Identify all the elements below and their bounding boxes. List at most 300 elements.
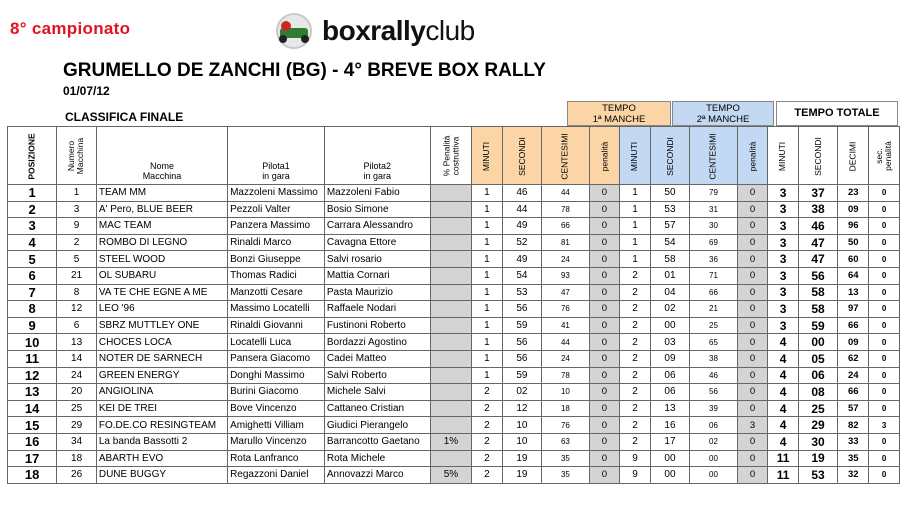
cell-mt: 3 — [768, 317, 798, 334]
cell-num: 13 — [57, 334, 97, 351]
cell-pc — [430, 201, 472, 218]
cell-dt: 97 — [838, 301, 869, 318]
cell-p1: Pezzoli Valter — [228, 201, 325, 218]
cell-s1: 12 — [502, 400, 542, 417]
cell-sp: 0 — [869, 251, 900, 268]
cell-nome: GREEN ENERGY — [96, 367, 227, 384]
cell-m1: 2 — [472, 417, 502, 434]
cell-pen2: 0 — [737, 234, 768, 251]
championship-label: 8° campionato — [10, 19, 131, 38]
cell-st: 30 — [798, 433, 838, 450]
col-m2-secondi: SECONDI — [650, 127, 690, 185]
cell-m1: 2 — [472, 450, 502, 467]
cell-s1: 52 — [502, 234, 542, 251]
cell-dt: 64 — [838, 267, 869, 284]
cell-m1: 1 — [472, 284, 502, 301]
cell-s2: 00 — [650, 317, 690, 334]
manche2-line2: 2ª MANCHE — [696, 114, 750, 125]
cell-nome: STEEL WOOD — [96, 251, 227, 268]
cell-c2: 25 — [690, 317, 737, 334]
logo-text — [322, 15, 475, 47]
cell-num: 1 — [57, 185, 97, 202]
cell-c1: 35 — [542, 467, 589, 484]
col-tot-minuti: MINUTI — [768, 127, 798, 185]
cell-sp: 3 — [869, 417, 900, 434]
table-row — [8, 334, 900, 351]
cell-st: 25 — [798, 400, 838, 417]
cell-nome: OL SUBARU — [96, 267, 227, 284]
cell-m1: 1 — [472, 251, 502, 268]
cell-p1: Manzotti Cesare — [228, 284, 325, 301]
cell-p1: Mazzoleni Massimo — [228, 185, 325, 202]
cell-m2: 2 — [620, 384, 650, 401]
cell-pos: 13 — [8, 384, 57, 401]
cell-s2: 58 — [650, 251, 690, 268]
cell-m1: 2 — [472, 400, 502, 417]
cell-pen1: 0 — [589, 267, 620, 284]
table-row — [8, 251, 900, 268]
cell-num: 26 — [57, 467, 97, 484]
cell-dt: 33 — [838, 433, 869, 450]
cell-s1: 02 — [502, 384, 542, 401]
cell-mt: 4 — [768, 350, 798, 367]
cell-pc — [430, 284, 472, 301]
cell-m2: 2 — [620, 433, 650, 450]
cell-dt: 09 — [838, 201, 869, 218]
cell-c1: 78 — [542, 367, 589, 384]
cell-c2: 30 — [690, 218, 737, 235]
cell-s1: 59 — [502, 317, 542, 334]
col-pilota1: Pilota1 in gara — [228, 127, 325, 185]
cell-s1: 53 — [502, 284, 542, 301]
cell-st: 08 — [798, 384, 838, 401]
cell-dt: 09 — [838, 334, 869, 351]
cell-pc — [430, 450, 472, 467]
cell-m1: 2 — [472, 467, 502, 484]
cell-pen2: 0 — [737, 251, 768, 268]
cell-sp: 0 — [869, 400, 900, 417]
page-title: GRUMELLO DE ZANCHI (BG) - 4° BREVE BOX RALLY — [63, 60, 546, 81]
cell-c2: 36 — [690, 251, 737, 268]
cell-nome: VA TE CHE EGNE A ME — [96, 284, 227, 301]
cell-m2: 9 — [620, 450, 650, 467]
cell-dt: 57 — [838, 400, 869, 417]
cell-num: 5 — [57, 251, 97, 268]
cell-pen2: 0 — [737, 284, 768, 301]
cell-pen2: 0 — [737, 450, 768, 467]
cell-pos: 15 — [8, 417, 57, 434]
cell-p2: Carrara Alessandro — [324, 218, 430, 235]
cell-pc — [430, 334, 472, 351]
cell-c2: 79 — [690, 185, 737, 202]
cell-mt: 4 — [768, 400, 798, 417]
table-header-row — [8, 127, 900, 185]
col-m2-minuti: MINUTI — [620, 127, 650, 185]
cell-st: 47 — [798, 234, 838, 251]
cell-mt: 3 — [768, 218, 798, 235]
cell-dt: 13 — [838, 284, 869, 301]
cell-m2: 1 — [620, 234, 650, 251]
cell-nome: LEO '96 — [96, 301, 227, 318]
cell-c1: 24 — [542, 350, 589, 367]
cell-pen1: 0 — [589, 317, 620, 334]
cell-pos: 9 — [8, 317, 57, 334]
cell-c1: 41 — [542, 317, 589, 334]
cell-s1: 49 — [502, 251, 542, 268]
cell-s1: 54 — [502, 267, 542, 284]
cell-c1: 78 — [542, 201, 589, 218]
cell-sp: 0 — [869, 218, 900, 235]
cell-pen2: 0 — [737, 384, 768, 401]
cell-mt: 4 — [768, 334, 798, 351]
cell-dt: 66 — [838, 317, 869, 334]
cell-num: 14 — [57, 350, 97, 367]
cell-mt: 3 — [768, 251, 798, 268]
cell-mt: 3 — [768, 267, 798, 284]
cell-st: 58 — [798, 301, 838, 318]
cell-nome: DUNE BUGGY — [96, 467, 227, 484]
cell-pen2: 0 — [737, 367, 768, 384]
logo-box: boxrally — [322, 15, 426, 46]
cell-mt: 3 — [768, 301, 798, 318]
cell-num: 18 — [57, 450, 97, 467]
cell-c1: 93 — [542, 267, 589, 284]
cell-c2: 65 — [690, 334, 737, 351]
cell-st: 56 — [798, 267, 838, 284]
table-row — [8, 450, 900, 467]
cell-c1: 44 — [542, 185, 589, 202]
col-m2-centesimi: CENTESIMI — [690, 127, 737, 185]
cell-dt: 50 — [838, 234, 869, 251]
cell-p2: Michele Salvi — [324, 384, 430, 401]
cell-st: 53 — [798, 467, 838, 484]
cell-p2: Cavagna Ettore — [324, 234, 430, 251]
cell-m2: 2 — [620, 284, 650, 301]
cell-p1: Massimo Locatelli — [228, 301, 325, 318]
cell-pos: 11 — [8, 350, 57, 367]
cell-pc — [430, 400, 472, 417]
cell-m1: 1 — [472, 350, 502, 367]
cell-s2: 54 — [650, 234, 690, 251]
cell-pen1: 0 — [589, 350, 620, 367]
cell-pos: 16 — [8, 433, 57, 450]
cell-sp: 0 — [869, 284, 900, 301]
cell-p1: Amighetti Villiam — [228, 417, 325, 434]
col-tot-decimi: DECIMI — [838, 127, 869, 185]
cell-pen1: 0 — [589, 400, 620, 417]
cell-m1: 1 — [472, 201, 502, 218]
cell-st: 06 — [798, 367, 838, 384]
cell-num: 24 — [57, 367, 97, 384]
cell-pen1: 0 — [589, 467, 620, 484]
cell-c2: 56 — [690, 384, 737, 401]
cell-p2: Pasta Maurizio — [324, 284, 430, 301]
cell-pen1: 0 — [589, 384, 620, 401]
col-m2-penalita: penalità — [737, 127, 768, 185]
cell-sp: 0 — [869, 350, 900, 367]
col-m1-minuti: MINUTI — [472, 127, 502, 185]
col-m1-centesimi: CENTESIMI — [542, 127, 589, 185]
cell-pos: 18 — [8, 467, 57, 484]
cell-pos: 17 — [8, 450, 57, 467]
cell-num: 29 — [57, 417, 97, 434]
cell-c2: 02 — [690, 433, 737, 450]
cell-mt: 11 — [768, 467, 798, 484]
cell-s2: 00 — [650, 467, 690, 484]
cell-p1: Marullo Vincenzo — [228, 433, 325, 450]
cell-p1: Bove Vincenzo — [228, 400, 325, 417]
cell-st: 59 — [798, 317, 838, 334]
cell-c1: 76 — [542, 417, 589, 434]
cell-nome: SBRZ MUTTLEY ONE — [96, 317, 227, 334]
table-row — [8, 301, 900, 318]
cell-pc — [430, 267, 472, 284]
cell-dt: 60 — [838, 251, 869, 268]
cell-m2: 2 — [620, 334, 650, 351]
cell-pc — [430, 317, 472, 334]
cell-c2: 00 — [690, 467, 737, 484]
cell-c2: 71 — [690, 267, 737, 284]
cell-mt: 3 — [768, 234, 798, 251]
cell-mt: 3 — [768, 201, 798, 218]
cell-m1: 1 — [472, 234, 502, 251]
cell-pen1: 0 — [589, 284, 620, 301]
cell-pen1: 0 — [589, 251, 620, 268]
cell-mt: 4 — [768, 417, 798, 434]
table-row — [8, 185, 900, 202]
cell-p2: Bordazzi Agostino — [324, 334, 430, 351]
col-posizione: POSIZIONE — [8, 127, 57, 185]
cell-nome: ABARTH EVO — [96, 450, 227, 467]
cell-pos: 14 — [8, 400, 57, 417]
cell-pen2: 0 — [737, 334, 768, 351]
cell-dt: 82 — [838, 417, 869, 434]
cell-st: 47 — [798, 251, 838, 268]
cell-p1: Regazzoni Daniel — [228, 467, 325, 484]
cell-pen1: 0 — [589, 367, 620, 384]
cell-st: 38 — [798, 201, 838, 218]
cell-sp: 0 — [869, 367, 900, 384]
table-row — [8, 267, 900, 284]
cell-sp: 0 — [869, 201, 900, 218]
results-table — [7, 126, 900, 484]
cell-pen1: 0 — [589, 301, 620, 318]
table-row — [8, 367, 900, 384]
cell-pen1: 0 — [589, 417, 620, 434]
cell-c1: 44 — [542, 334, 589, 351]
cell-dt: 62 — [838, 350, 869, 367]
cell-m1: 2 — [472, 433, 502, 450]
cell-p1: Donghi Massimo — [228, 367, 325, 384]
cell-pc: 1% — [430, 433, 472, 450]
cell-s2: 50 — [650, 185, 690, 202]
cell-p2: Salvi Roberto — [324, 367, 430, 384]
table-row — [8, 433, 900, 450]
cell-p1: Locatelli Luca — [228, 334, 325, 351]
table-row — [8, 350, 900, 367]
cell-nome: NOTER DE SARNECH — [96, 350, 227, 367]
cell-s2: 03 — [650, 334, 690, 351]
cell-pen1: 0 — [589, 185, 620, 202]
cell-c1: 66 — [542, 218, 589, 235]
cell-p1: Bonzi Giuseppe — [228, 251, 325, 268]
cell-m2: 2 — [620, 317, 650, 334]
cell-c2: 69 — [690, 234, 737, 251]
cell-s1: 19 — [502, 450, 542, 467]
cell-p2: Raffaele Nodari — [324, 301, 430, 318]
cell-dt: 32 — [838, 467, 869, 484]
cell-m1: 1 — [472, 334, 502, 351]
cell-c1: 47 — [542, 284, 589, 301]
cell-s1: 46 — [502, 185, 542, 202]
cell-p1: Rota Lanfranco — [228, 450, 325, 467]
cell-s2: 06 — [650, 384, 690, 401]
cell-dt: 96 — [838, 218, 869, 235]
cell-c2: 46 — [690, 367, 737, 384]
cell-p2: Mazzoleni Fabio — [324, 185, 430, 202]
col-penalita-costruttiva: % Penalità costruttiva — [430, 127, 472, 185]
cell-nome: ROMBO DI LEGNO — [96, 234, 227, 251]
cell-pen2: 0 — [737, 185, 768, 202]
cell-c2: 38 — [690, 350, 737, 367]
cell-s2: 04 — [650, 284, 690, 301]
cell-s2: 13 — [650, 400, 690, 417]
cell-m2: 2 — [620, 267, 650, 284]
cell-p2: Annovazzi Marco — [324, 467, 430, 484]
col-m1-penalita: penalità — [589, 127, 620, 185]
cell-mt: 4 — [768, 384, 798, 401]
cell-pen1: 0 — [589, 334, 620, 351]
manche2-group-header — [672, 101, 774, 126]
cell-s2: 17 — [650, 433, 690, 450]
cell-pc — [430, 185, 472, 202]
cell-p2: Mattia Cornari — [324, 267, 430, 284]
cell-pos: 7 — [8, 284, 57, 301]
cell-s2: 09 — [650, 350, 690, 367]
cell-s2: 00 — [650, 450, 690, 467]
col-pilota2: Pilota2 in gara — [324, 127, 430, 185]
cell-pc — [430, 417, 472, 434]
cell-sp: 0 — [869, 467, 900, 484]
cell-s1: 56 — [502, 334, 542, 351]
cell-sp: 0 — [869, 301, 900, 318]
col-numero: Numero Macchina — [57, 127, 97, 185]
cell-m2: 1 — [620, 201, 650, 218]
cell-nome: KEI DE TREI — [96, 400, 227, 417]
cell-m2: 1 — [620, 251, 650, 268]
cell-pos: 10 — [8, 334, 57, 351]
cell-sp: 0 — [869, 433, 900, 450]
cell-sp: 0 — [869, 334, 900, 351]
cell-dt: 23 — [838, 185, 869, 202]
cell-s1: 59 — [502, 367, 542, 384]
cell-sp: 0 — [869, 384, 900, 401]
cell-mt: 4 — [768, 433, 798, 450]
cell-pen1: 0 — [589, 234, 620, 251]
manche1-group-header — [567, 101, 671, 126]
cell-mt: 3 — [768, 185, 798, 202]
cell-num: 3 — [57, 201, 97, 218]
cell-m1: 1 — [472, 301, 502, 318]
cell-st: 00 — [798, 334, 838, 351]
cell-dt: 35 — [838, 450, 869, 467]
cell-dt: 66 — [838, 384, 869, 401]
cell-pen2: 0 — [737, 267, 768, 284]
table-row — [8, 201, 900, 218]
table-row — [8, 384, 900, 401]
cell-s1: 56 — [502, 350, 542, 367]
cell-nome: ANGIOLINA — [96, 384, 227, 401]
cell-pc — [430, 218, 472, 235]
cell-pos: 5 — [8, 251, 57, 268]
cell-num: 6 — [57, 317, 97, 334]
kart-logo-icon — [272, 12, 320, 50]
cell-pen1: 0 — [589, 450, 620, 467]
cell-p2: Cattaneo Cristian — [324, 400, 430, 417]
cell-pc — [430, 301, 472, 318]
cell-s1: 10 — [502, 433, 542, 450]
cell-c1: 24 — [542, 251, 589, 268]
cell-pen1: 0 — [589, 218, 620, 235]
cell-p1: Rinaldi Giovanni — [228, 317, 325, 334]
cell-m1: 1 — [472, 367, 502, 384]
cell-p2: Fustinoni Roberto — [324, 317, 430, 334]
col-tot-secondi: SECONDI — [798, 127, 838, 185]
cell-m2: 2 — [620, 367, 650, 384]
cell-pen1: 0 — [589, 433, 620, 450]
cell-pos: 2 — [8, 201, 57, 218]
cell-pen1: 0 — [589, 201, 620, 218]
cell-m2: 9 — [620, 467, 650, 484]
cell-pen2: 0 — [737, 400, 768, 417]
cell-nome: La banda Bassotti 2 — [96, 433, 227, 450]
table-row — [8, 467, 900, 484]
cell-m2: 1 — [620, 185, 650, 202]
cell-s2: 16 — [650, 417, 690, 434]
cell-pos: 1 — [8, 185, 57, 202]
cell-st: 29 — [798, 417, 838, 434]
cell-c2: 39 — [690, 400, 737, 417]
cell-p1: Burini Giacomo — [228, 384, 325, 401]
cell-num: 12 — [57, 301, 97, 318]
total-group-header: TEMPO TOTALE — [776, 101, 898, 126]
cell-c2: 31 — [690, 201, 737, 218]
cell-c2: 00 — [690, 450, 737, 467]
cell-pos: 3 — [8, 218, 57, 235]
cell-pen2: 3 — [737, 417, 768, 434]
manche1-line2: 1ª MANCHE — [592, 114, 646, 125]
cell-s2: 02 — [650, 301, 690, 318]
cell-pen2: 0 — [737, 433, 768, 450]
cell-num: 25 — [57, 400, 97, 417]
cell-pc: 5% — [430, 467, 472, 484]
cell-mt: 11 — [768, 450, 798, 467]
col-nome: Nome Macchina — [96, 127, 227, 185]
cell-nome: FO.DE.CO RESINGTEAM — [96, 417, 227, 434]
cell-p2: Salvi rosario — [324, 251, 430, 268]
cell-pc — [430, 367, 472, 384]
cell-sp: 0 — [869, 450, 900, 467]
cell-st: 19 — [798, 450, 838, 467]
cell-p1: Panzera Massimo — [228, 218, 325, 235]
cell-p1: Rinaldi Marco — [228, 234, 325, 251]
cell-mt: 4 — [768, 367, 798, 384]
cell-c1: 63 — [542, 433, 589, 450]
cell-s2: 01 — [650, 267, 690, 284]
cell-m2: 2 — [620, 400, 650, 417]
cell-pos: 6 — [8, 267, 57, 284]
table-row — [8, 417, 900, 434]
